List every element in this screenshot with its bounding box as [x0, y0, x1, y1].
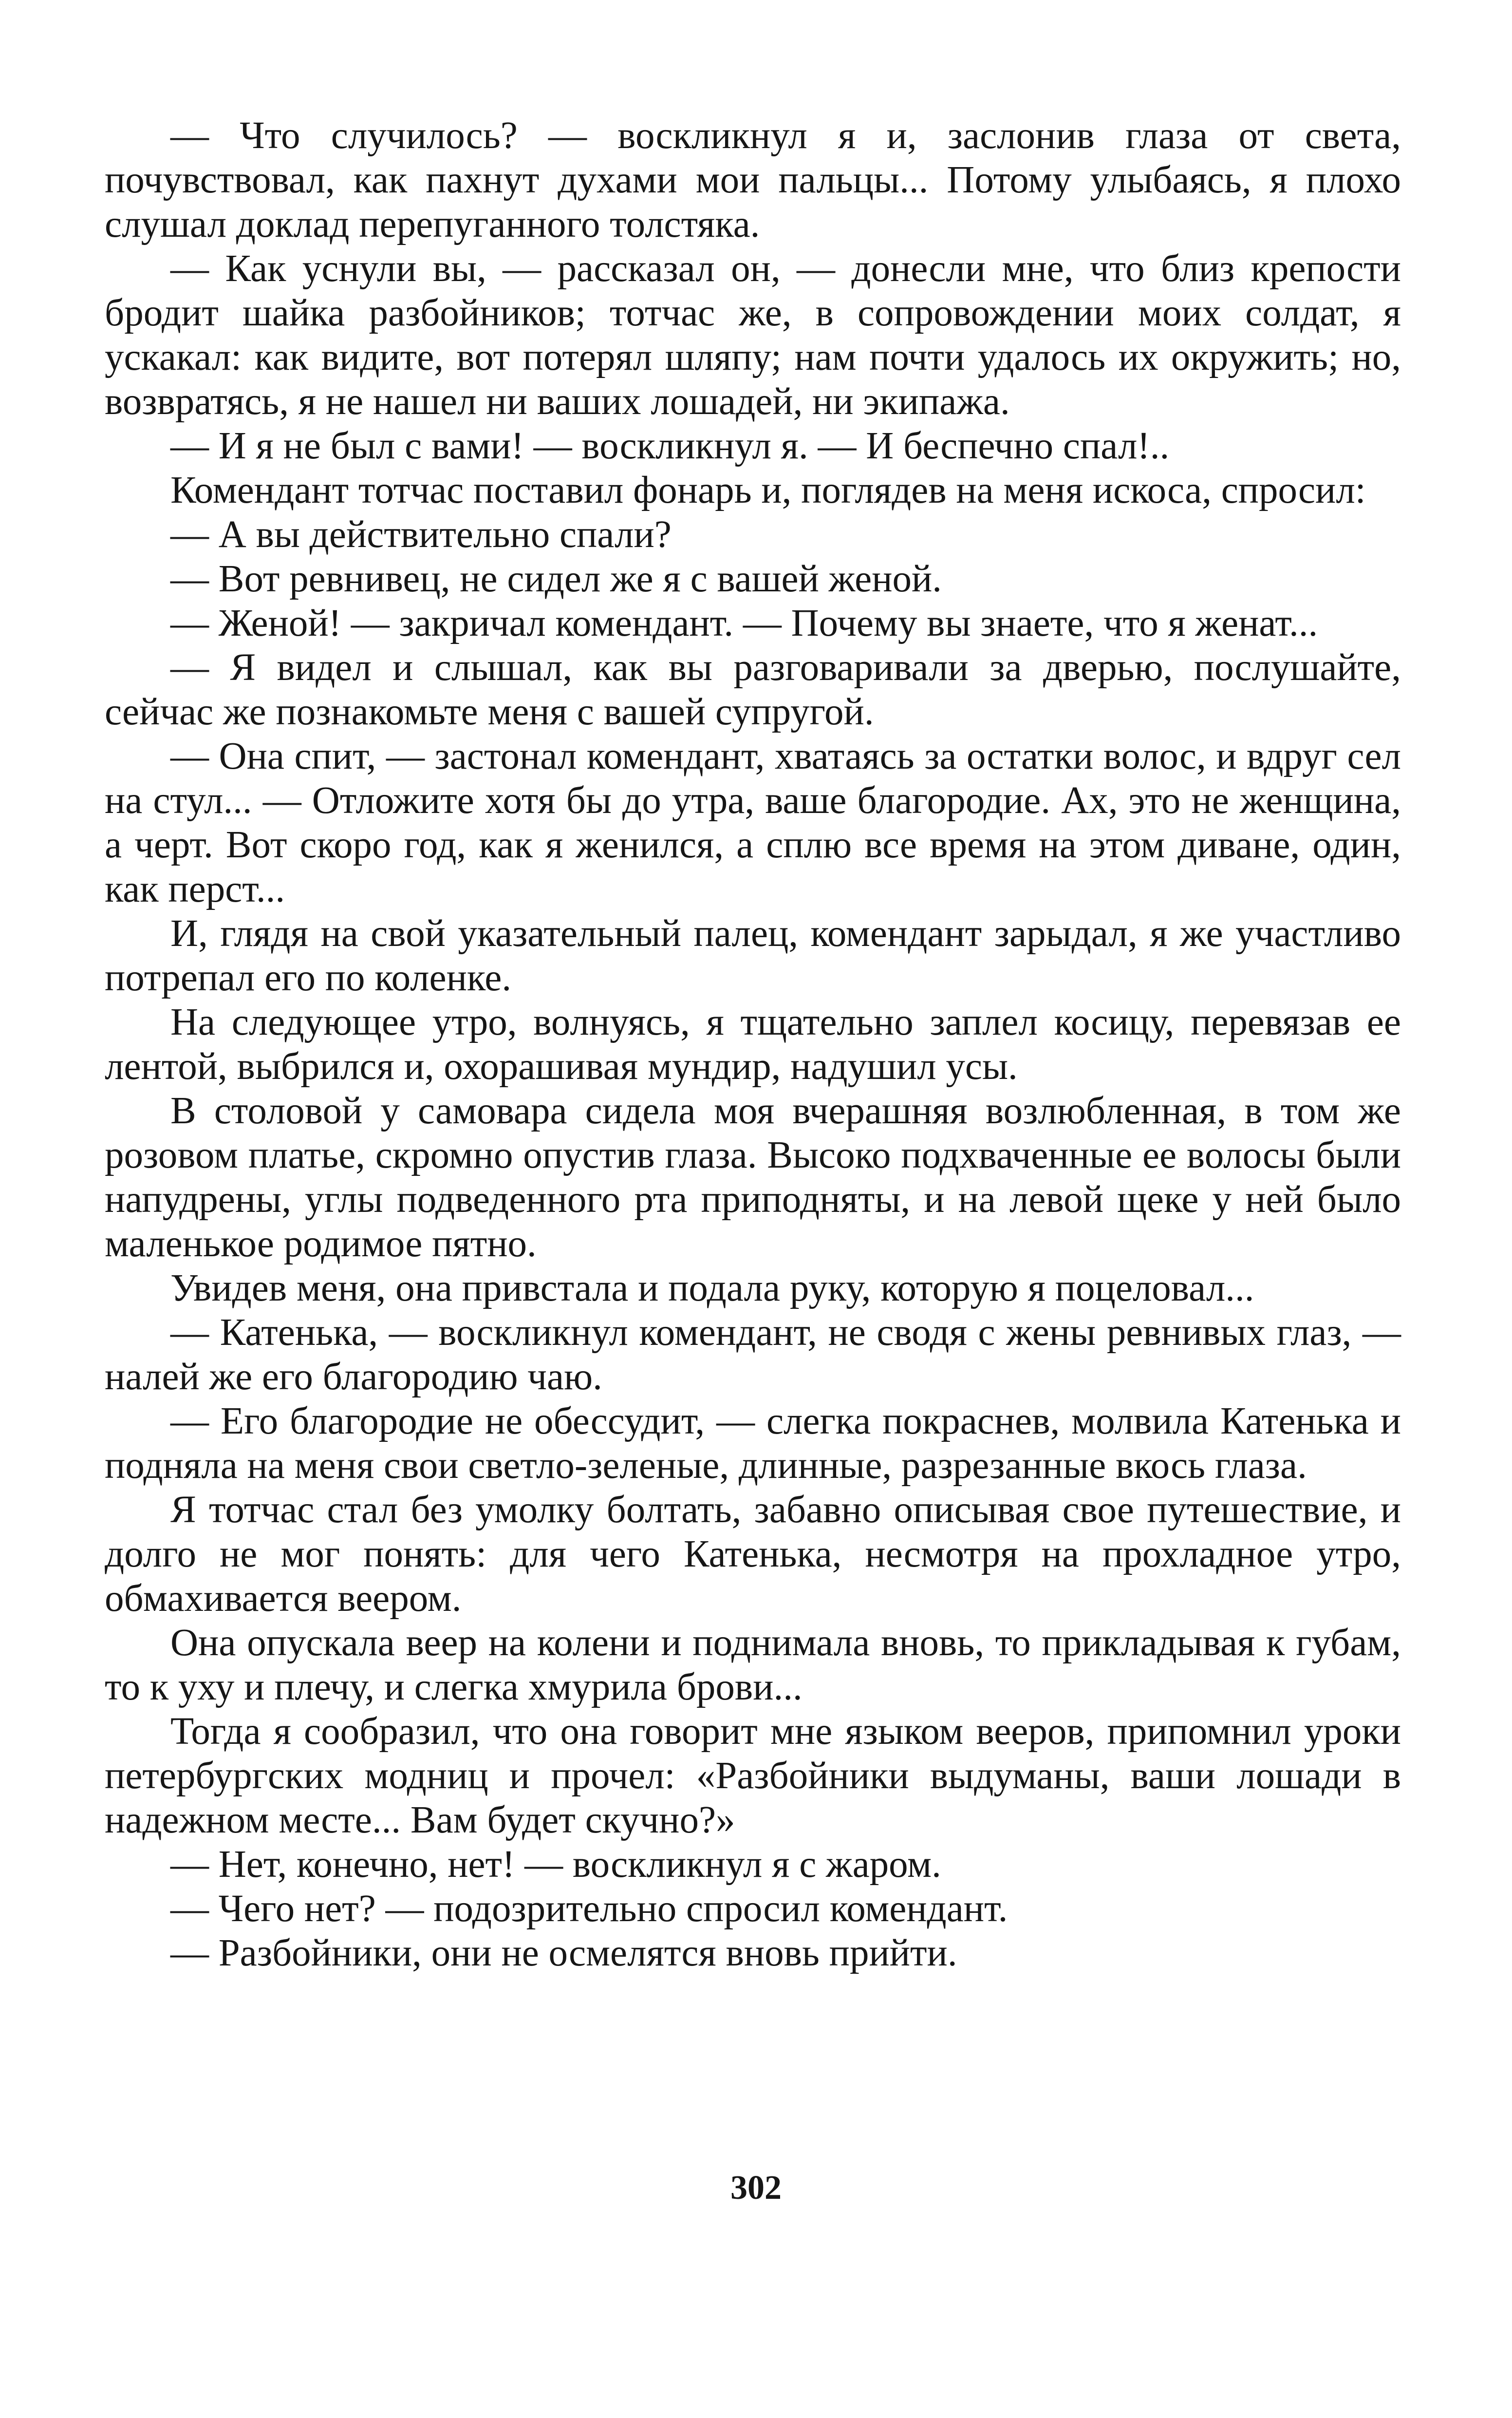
paragraph: На следующее утро, волнуясь, я тщательно заплел косицу, перевязав ее лентой, выбрился и, охорашивая мундир, надушил усы.	[105, 1001, 1401, 1088]
paragraph: — И я не был с вами! — воскликнул я. — И беспечно спал!..	[170, 425, 1170, 467]
paragraph: В столовой у самовара сидела моя вчерашняя возлюбленная, в том же розовом платье, скромно опустив глаза. Высоко подхваченные ее волосы были напудрены, углы подведенного рта приподняты, и на левой щеке у ней было маленькое родимое пятно.	[105, 1090, 1401, 1265]
paragraph: — Вот ревнивец, не сидел же я с вашей женой.	[170, 558, 942, 600]
paragraph: Она опускала веер на колени и поднимала вновь, то прикладывая к губам, то к уху и плечу, и слегка хмурила брови...	[105, 1622, 1401, 1708]
paragraph: — Что случилось? — воскликнул я и, заслонив глаза от света, почувствовал, как пахнут духами мои пальцы... Потому улыбаясь, я плохо слушал доклад перепуганного толстяка.	[105, 114, 1401, 246]
paragraph: — Я видел и слышал, как вы разговаривали за дверью, послушайте, сейчас же познакомьте меня с вашей супругой.	[105, 646, 1401, 733]
paragraph: — Как уснули вы, — рассказал он, — донесли мне, что близ крепости бродит шайка разбойников; тотчас же, в сопровождении моих солдат, я ускакал: как видите, вот потерял шляпу; нам почти удалось их окружить; но, возвратясь, я не нашел ни ваших лошадей, ни экипажа.	[105, 247, 1401, 423]
paragraph: И, глядя на свой указательный палец, комендант зарыдал, я же участливо потрепал его по коленке.	[105, 912, 1401, 999]
paragraph: — Его благородие не обессудит, — слегка покраснев, молвила Катенька и подняла на меня свои светло-зеленые, длинные, разрезанные вкось глаза.	[105, 1400, 1401, 1487]
paragraph: — Женой! — закричал комендант. — Почему вы знаете, что я женат...	[170, 602, 1318, 644]
paragraph: Тогда я сообразил, что она говорит мне языком вееров, припомнил уроки петербургских модниц и прочел: «Разбойники выдуманы, ваши лошади в надежном месте... Вам будет скучно?»	[105, 1710, 1401, 1841]
body-text	[105, 113, 1401, 1975]
paragraph: — Разбойники, они не осмелятся вновь прийти.	[170, 1932, 957, 1974]
page-number: 302	[730, 2169, 782, 2207]
paragraph: — Катенька, — воскликнул комендант, не сводя с жены ревнивых глаз, — налей же его благородию чаю.	[105, 1311, 1401, 1398]
paragraph: — А вы действительно спали?	[170, 513, 672, 556]
paragraph: Я тотчас стал без умолку болтать, забавно описывая свое путешествие, и долго не мог понять: для чего Катенька, несмотря на прохладное утро, обмахивается веером.	[105, 1489, 1401, 1620]
paragraph: — Нет, конечно, нет! — воскликнул я с жаром.	[170, 1843, 941, 1886]
paragraph: — Она спит, — застонал комендант, хватаясь за остатки волос, и вдруг сел на стул... — Отложите хотя бы до утра, ваше благородие. Ах, это не женщина, а черт. Вот скоро год, как я женился, а сплю все время на этом диване, один, как перст...	[105, 735, 1401, 910]
paragraph: Комендант тотчас поставил фонарь и, поглядев на меня искоса, спросил:	[170, 469, 1366, 511]
paragraph: Увидев меня, она привстала и подала руку, которую я поцеловал...	[170, 1267, 1254, 1309]
paragraph: — Чего нет? — подозрительно спросил комендант.	[170, 1888, 1008, 1930]
